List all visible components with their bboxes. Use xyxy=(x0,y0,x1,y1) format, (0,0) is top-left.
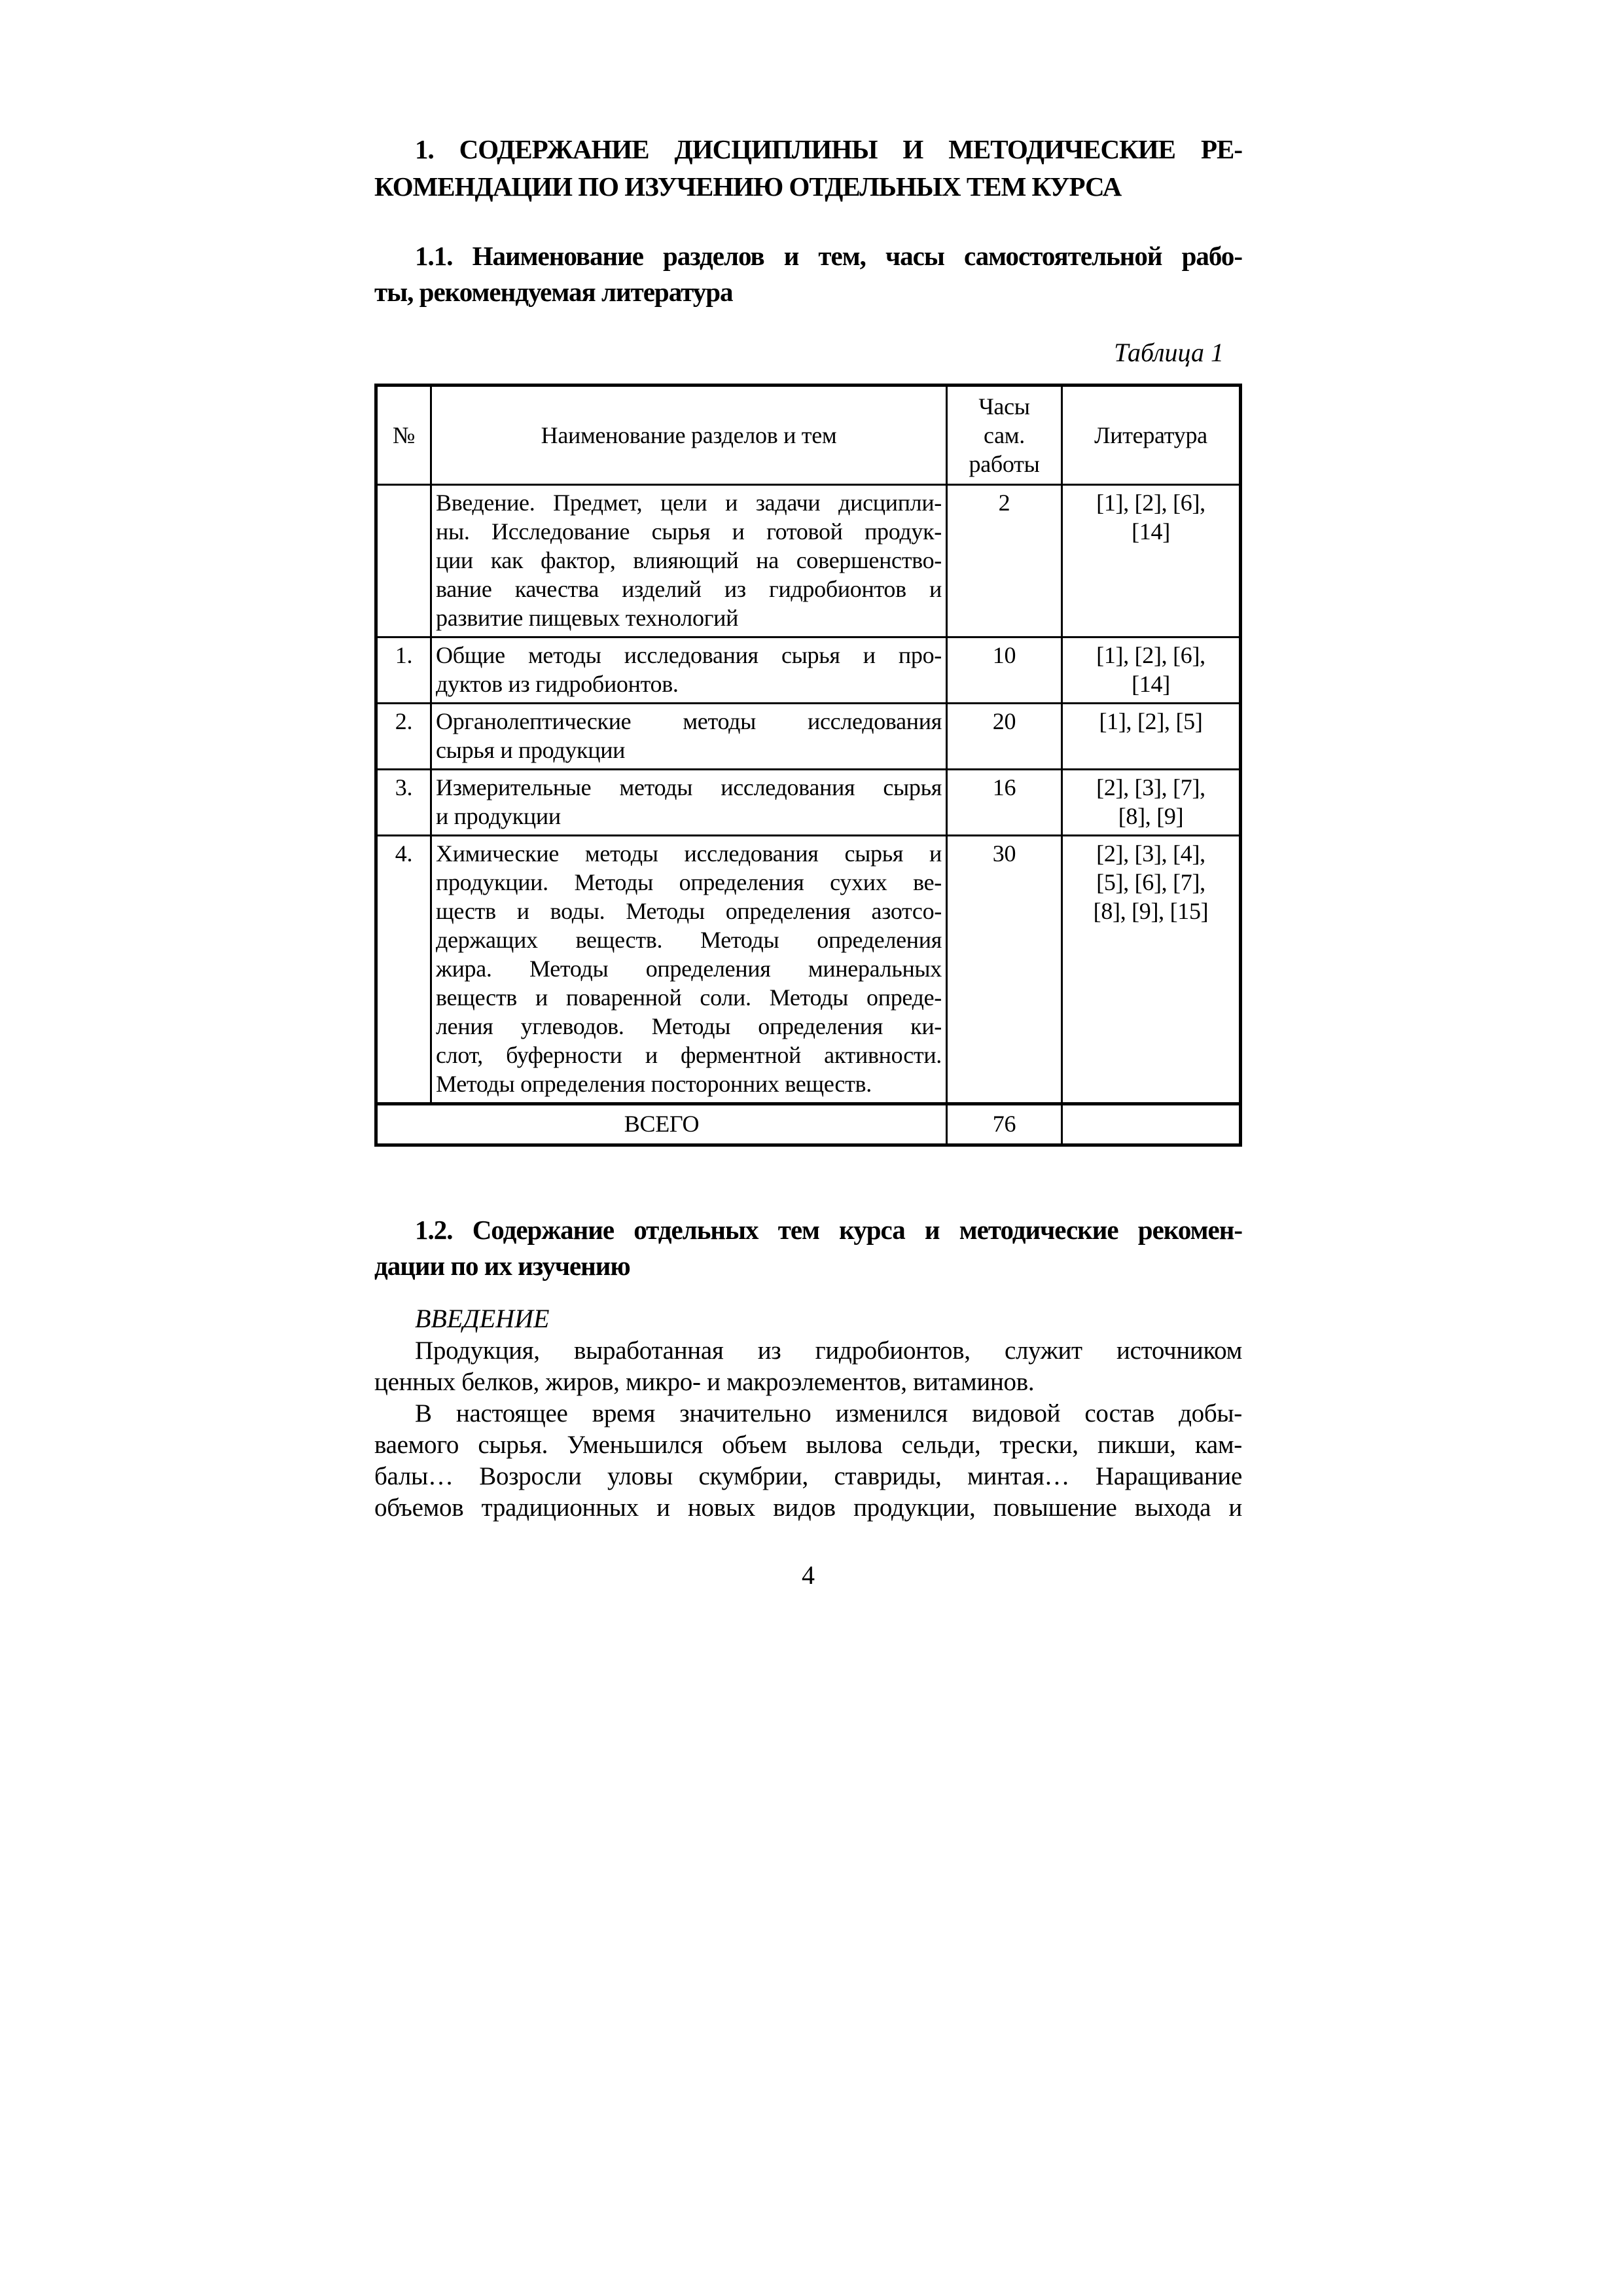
row-literature-cell xyxy=(1062,770,1241,836)
table-header-row xyxy=(376,386,1241,485)
text-line: ты, рекомендуемая литература xyxy=(374,277,733,307)
text-line: жира. Методы определения минеральных xyxy=(436,956,942,982)
text-line: и продукции xyxy=(436,803,561,829)
text-line: держащих веществ. Методы определения xyxy=(436,927,942,953)
table-row xyxy=(376,770,1241,836)
row-num-cell: 1. xyxy=(376,637,431,704)
text-line: Химические методы исследования сырья и xyxy=(436,840,942,867)
text-line: [1], [2], [5] xyxy=(1099,708,1203,734)
text-line: работы xyxy=(969,451,1040,477)
text-line: сам. xyxy=(984,422,1025,448)
row-name-cell xyxy=(431,770,947,836)
table-caption: Таблица 1 xyxy=(1114,338,1224,367)
text-line: продукции. Методы определения сухих ве- xyxy=(436,869,942,895)
col-header-name: Наименование разделов и тем xyxy=(431,386,947,485)
text-line: ваемого сырья. Уменьшился объем вылова сельди, трески, пикши, кам- xyxy=(374,1431,1242,1459)
row-hours-cell: 10 xyxy=(947,637,1062,704)
text-line: балы… Возросли уловы скумбрии, ставриды, минтая… Наращивание xyxy=(374,1462,1242,1490)
text-line: дации по их изучению xyxy=(374,1251,630,1281)
table-row xyxy=(376,485,1241,637)
section-1-2-heading xyxy=(374,1212,1242,1284)
text-line: 1.2. Содержание отдельных тем курса и методические рекомен- xyxy=(415,1215,1242,1245)
text-line: Продукция, выработанная из гидробионтов, служит источником xyxy=(415,1336,1242,1365)
text-line: [14] xyxy=(1132,671,1170,697)
total-label-cell: ВСЕГО xyxy=(376,1104,947,1145)
row-num-cell: 3. xyxy=(376,770,431,836)
section-1-1-heading xyxy=(374,238,1242,310)
row-hours-cell: 16 xyxy=(947,770,1062,836)
row-hours-cell: 20 xyxy=(947,704,1062,770)
text-line: [14] xyxy=(1132,518,1170,545)
section-1-title xyxy=(374,131,1242,206)
table-row xyxy=(376,836,1241,1104)
text-line: Методы определения посторонних веществ. xyxy=(436,1071,872,1097)
text-line: 1.1. Наименование разделов и тем, часы самостоятельной рабо- xyxy=(415,241,1242,271)
page-number: 4 xyxy=(802,1560,815,1590)
page-content xyxy=(374,0,1242,1590)
text-line: ществ и воды. Методы определения азотсо- xyxy=(436,898,942,924)
text-line: Органолептические методы исследования xyxy=(436,708,942,734)
row-literature-cell xyxy=(1062,836,1241,1104)
text-line: [5], [6], [7], xyxy=(1096,869,1205,895)
col-header-literature: Литература xyxy=(1062,386,1241,485)
text-line: Общие методы исследования сырья и про- xyxy=(436,642,942,668)
text-line: ценных белков, жиров, микро- и макроэлементов, витаминов. xyxy=(374,1368,1035,1396)
row-name-cell xyxy=(431,485,947,637)
text-line: ны. Исследование сырья и готовой продук- xyxy=(436,518,942,545)
intro-section-label: ВВЕДЕНИЕ xyxy=(415,1304,550,1333)
text-line: развитие пищевых технологий xyxy=(436,605,739,631)
row-literature-cell xyxy=(1062,485,1241,637)
text-line: Часы xyxy=(978,393,1030,420)
text-line: [8], [9], [15] xyxy=(1093,898,1209,924)
text-line: сырья и продукции xyxy=(436,737,626,763)
total-literature-cell xyxy=(1062,1104,1241,1145)
paragraph xyxy=(374,1335,1242,1398)
text-line: [1], [2], [6], xyxy=(1096,490,1205,516)
row-hours-cell: 2 xyxy=(947,485,1062,637)
text-line: [2], [3], [4], xyxy=(1096,840,1205,867)
text-line: [1], [2], [6], xyxy=(1096,642,1205,668)
text-line: В настоящее время значительно изменился видовой состав добы- xyxy=(415,1399,1242,1427)
row-num-cell: 4. xyxy=(376,836,431,1104)
total-hours-cell: 76 xyxy=(947,1104,1062,1145)
text-line: Измерительные методы исследования сырья xyxy=(436,774,942,800)
text-line: [2], [3], [7], xyxy=(1096,774,1205,800)
text-line: объемов традиционных и новых видов продукции, повышение выхода и xyxy=(374,1494,1242,1522)
text-line: [8], [9] xyxy=(1118,803,1184,829)
row-name-cell xyxy=(431,836,947,1104)
text-line: вание качества изделий из гидробионтов и xyxy=(436,576,942,602)
syllabus-table xyxy=(374,384,1242,1147)
table-total-row xyxy=(376,1104,1241,1145)
text-line: слот, буферности и ферментной активности. xyxy=(436,1042,942,1068)
row-name-cell xyxy=(431,704,947,770)
table-row xyxy=(376,637,1241,704)
text-line: ции как фактор, влияющий на совершенство- xyxy=(436,547,942,573)
row-num-cell xyxy=(376,485,431,637)
row-literature-cell xyxy=(1062,637,1241,704)
paragraph xyxy=(374,1398,1242,1524)
row-hours-cell: 30 xyxy=(947,836,1062,1104)
text-line: дуктов из гидробионтов. xyxy=(436,671,679,697)
text-line: ления углеводов. Методы определения ки- xyxy=(436,1013,942,1039)
text-line: 1. СОДЕРЖАНИЕ ДИСЦИПЛИНЫ И МЕТОДИЧЕСКИЕ РЕ- xyxy=(415,134,1242,164)
row-num-cell: 2. xyxy=(376,704,431,770)
col-header-num: № xyxy=(376,386,431,485)
row-literature-cell xyxy=(1062,704,1241,770)
table-row xyxy=(376,704,1241,770)
text-line: веществ и поваренной соли. Методы опреде- xyxy=(436,984,942,1011)
row-name-cell xyxy=(431,637,947,704)
text-line: Введение. Предмет, цели и задачи дисципли- xyxy=(436,490,942,516)
col-header-hours xyxy=(947,386,1062,485)
text-line: КОМЕНДАЦИИ ПО ИЗУЧЕНИЮ ОТДЕЛЬНЫХ ТЕМ КУРСА xyxy=(374,171,1122,202)
